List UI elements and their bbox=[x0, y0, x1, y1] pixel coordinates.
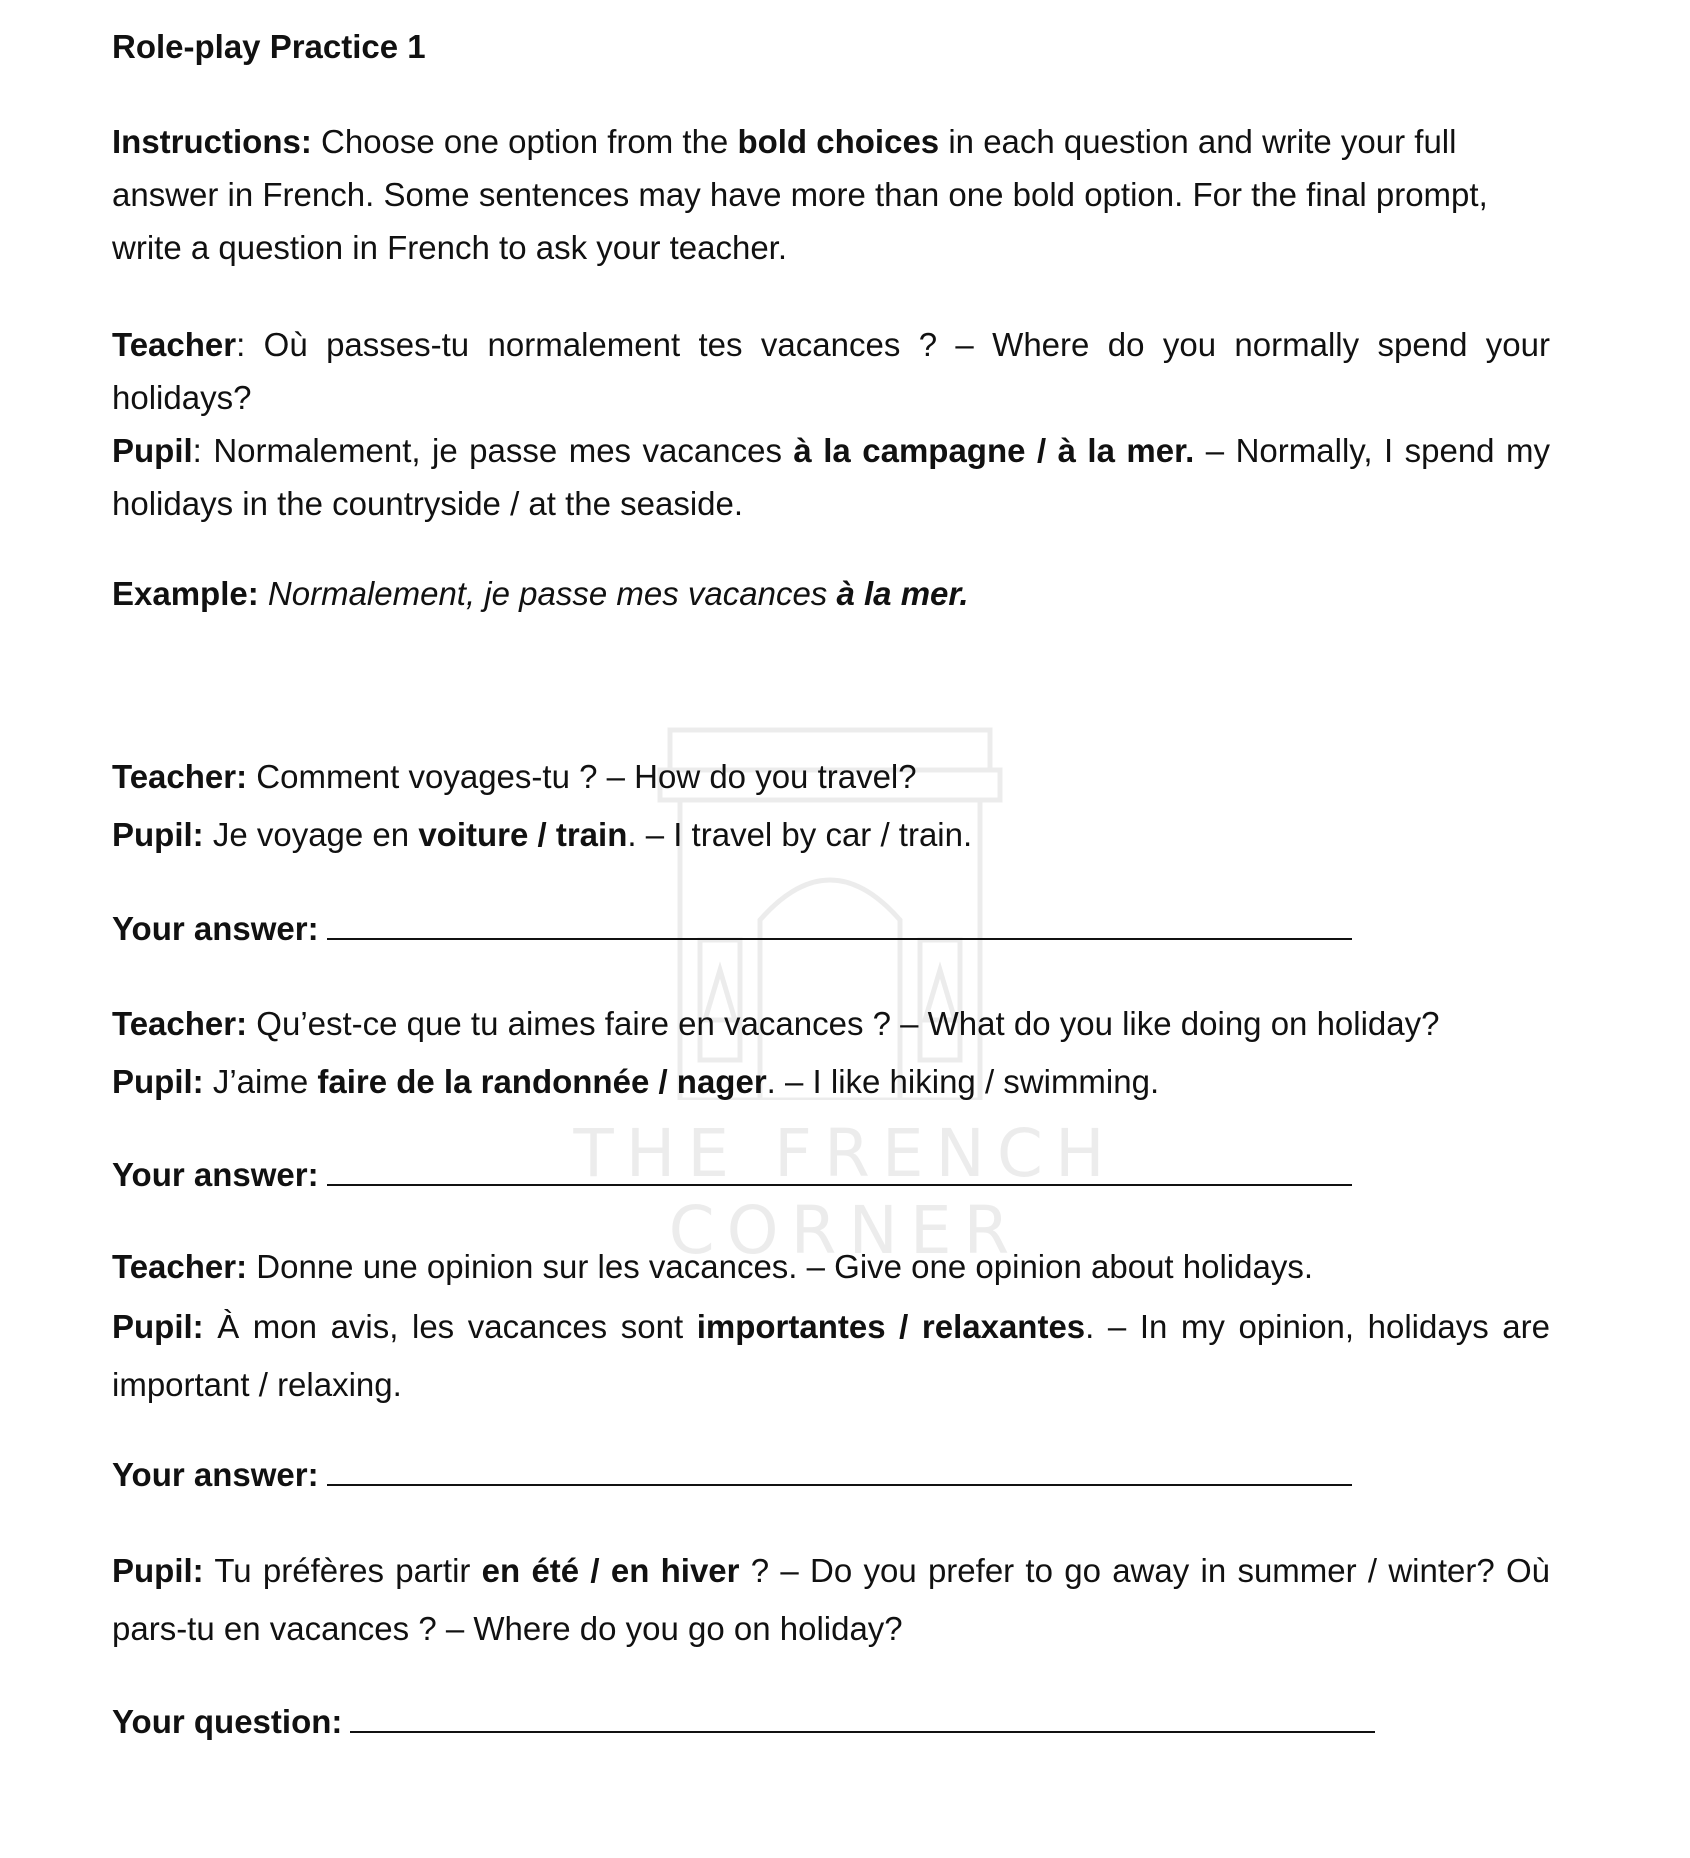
q2-pupil: Pupil: Je voyage en voiture / train. – I travel by car / train. bbox=[112, 816, 973, 853]
q2-answer-line[interactable] bbox=[327, 908, 1352, 940]
q4-answer: Your answer: bbox=[112, 1448, 1550, 1501]
q4-teacher: Teacher: Donne une opinion sur les vacances. – Give one opinion about holidays. bbox=[112, 1248, 1314, 1285]
q5-question-line[interactable] bbox=[350, 1701, 1375, 1733]
q4-pupil: Pupil: À mon avis, les vacances sont importantes / relaxantes. – In my opinion, holidays are important / relaxing. bbox=[112, 1308, 1550, 1403]
instructions: Instructions: Choose one option from the bold choices in each question and write your full answer in French. Some sentences may have more than one bold option. For the final prompt, write a question in French to ask your teacher. bbox=[112, 123, 1488, 266]
q2-answer: Your answer: bbox=[112, 902, 1550, 955]
instructions-bold: bold choices bbox=[737, 123, 940, 160]
q3-teacher: Teacher: Qu’est-ce que tu aimes faire en vacances ? – What do you like doing on holiday? bbox=[112, 1005, 1440, 1042]
q3-answer: Your answer: bbox=[112, 1148, 1550, 1201]
instructions-label: Instructions: bbox=[112, 123, 312, 160]
q1-teacher: Teacher: Où passes-tu normalement tes vacances ? – Where do you normally spend your holidays? bbox=[112, 326, 1550, 416]
q3-pupil: Pupil: J’aime faire de la randonnée / nager. – I like hiking / swimming. bbox=[112, 1063, 1160, 1100]
page-title: Role-play Practice 1 bbox=[112, 28, 426, 65]
example: Example: Normalement, je passe mes vacances à la mer. bbox=[112, 575, 969, 612]
q1-pupil: Pupil: Normalement, je passe mes vacances à la campagne / à la mer. – Normally, I spend my holidays in the countryside / at the seaside. bbox=[112, 432, 1550, 522]
q2-teacher: Teacher: Comment voyages-tu ? – How do you travel? bbox=[112, 758, 917, 795]
q3-answer-line[interactable] bbox=[327, 1154, 1352, 1186]
q4-answer-line[interactable] bbox=[327, 1454, 1352, 1486]
q5-pupil: Pupil: Tu préfères partir en été / en hiver ? – Do you prefer to go away in summer / winter? Où pars-tu en vacances ? – Where do you go on holiday? bbox=[112, 1552, 1551, 1647]
q5-question: Your question: bbox=[112, 1695, 1550, 1748]
watermark-text: THE FRENCH CORNER bbox=[573, 1115, 1117, 1269]
